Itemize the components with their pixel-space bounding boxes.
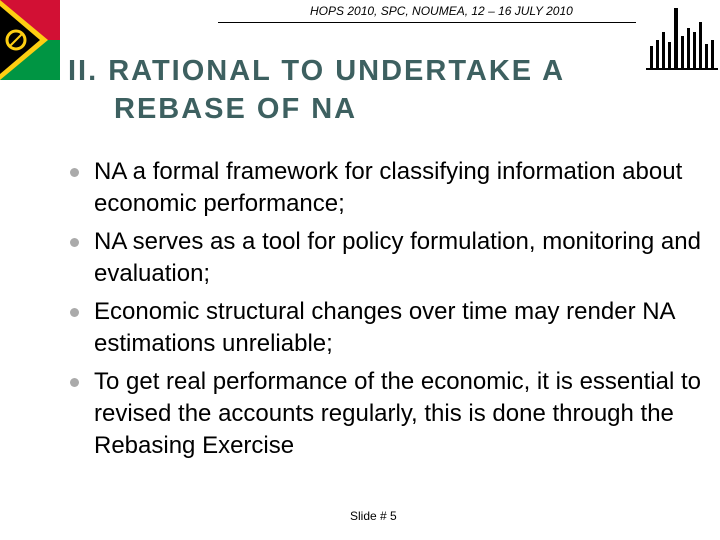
vanuatu-flag-icon [0,0,60,80]
bullet-item [70,226,710,290]
bar-chart-logo-icon [644,2,720,74]
bullet-list [70,156,710,468]
slide-title-line-2: REBASE OF NA [114,93,358,125]
bullet-dot-icon [70,168,79,177]
bullet-text: Economic structural changes over time may render NA estimations unreliable; [94,298,675,357]
bullet-item [70,156,710,220]
slide-title [68,52,565,128]
bullet-item [70,366,710,462]
slide-number: Slide # 5 [350,509,397,523]
bullet-item [70,296,710,360]
bullet-text: To get real performance of the economic, it is essential to revised the accounts regularly, this is done through the Rebasing Exercise [94,368,701,459]
bullet-dot-icon [70,238,79,247]
bullet-text: NA a formal framework for classifying information about economic performance; [94,158,683,217]
slide-title-line-1: II. RATIONAL TO UNDERTAKE A [68,55,566,87]
bullet-text: NA serves as a tool for policy formulation, monitoring and evaluation; [94,228,701,287]
header-text: HOPS 2010, SPC, NOUMEA, 12 – 16 JULY 2010 [310,4,573,18]
bullet-dot-icon [70,378,79,387]
header-divider [218,22,636,23]
bullet-dot-icon [70,308,79,317]
